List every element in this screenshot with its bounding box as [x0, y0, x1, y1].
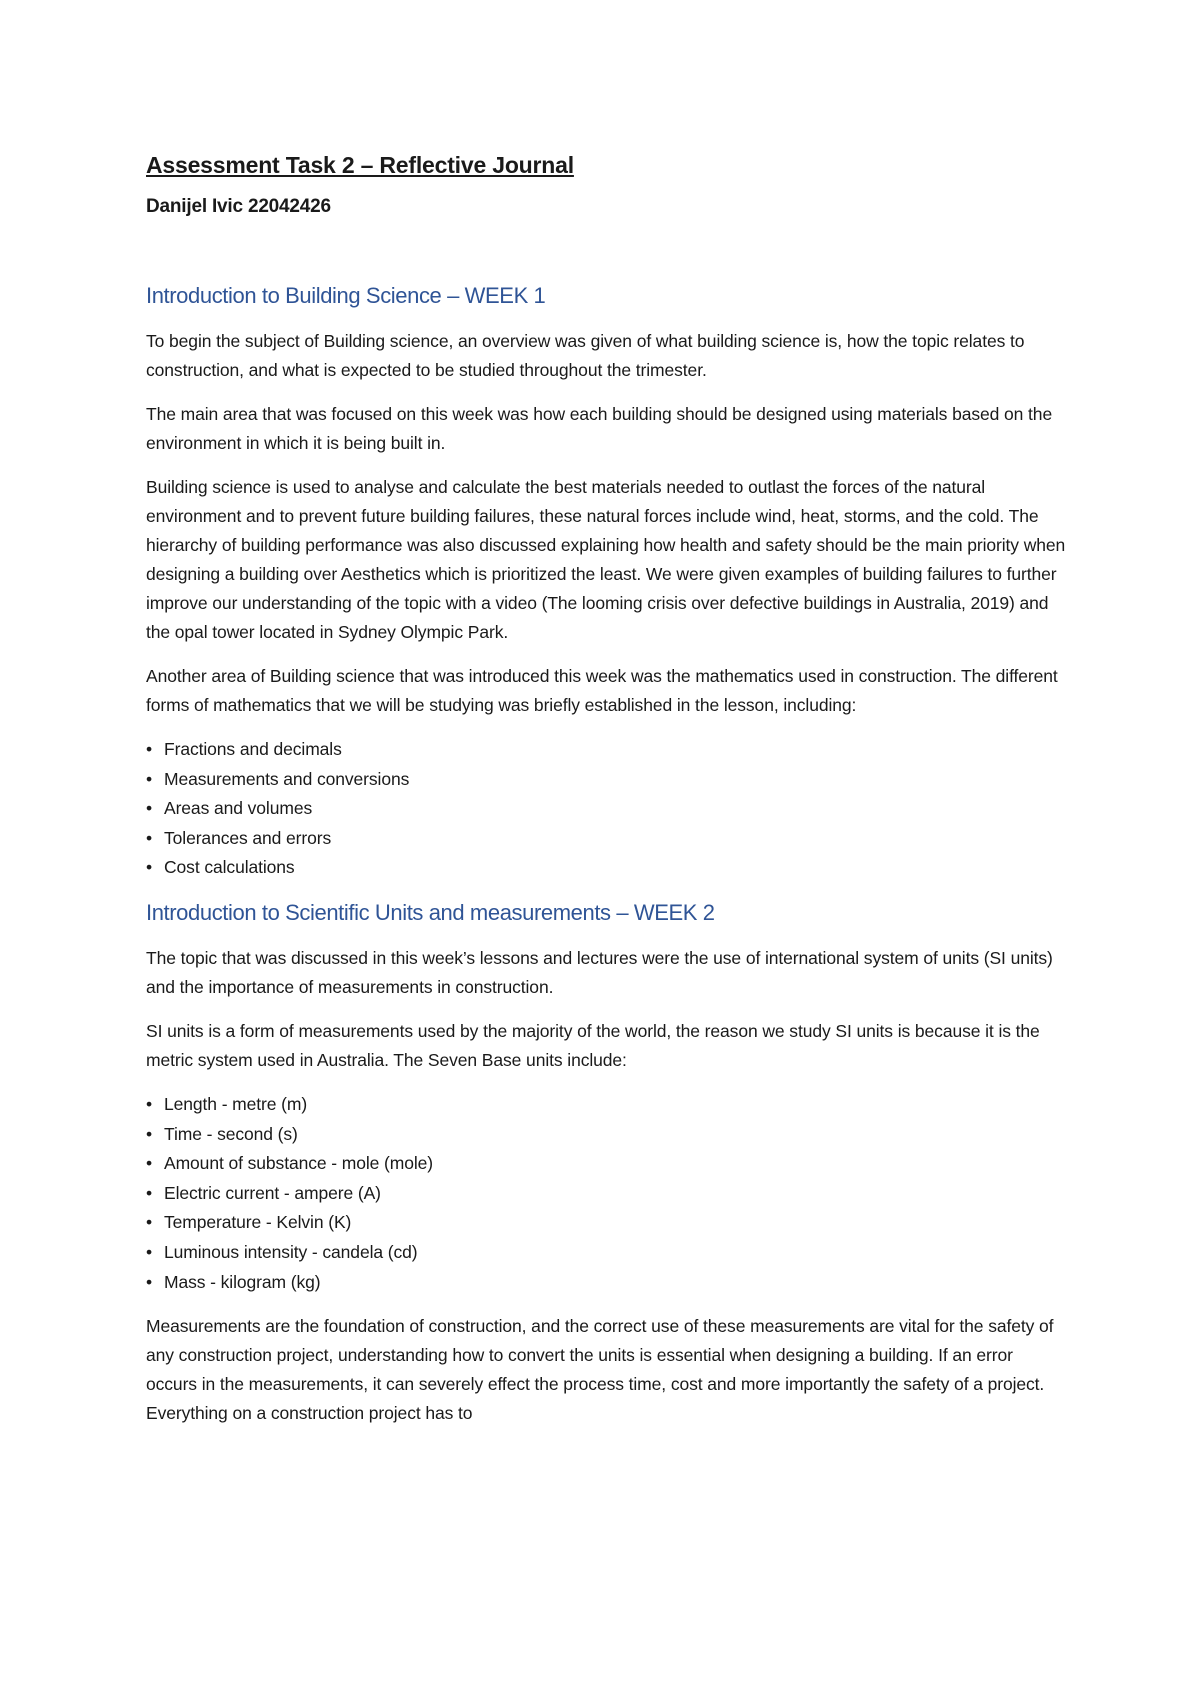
paragraph: SI units is a form of measurements used by the majority of the world, the reason we study SI units is because it is the metric system used in Australia. The Seven Base units include: — [146, 1020, 1040, 1070]
list-item: • Luminous intensity - candela (cd) — [146, 1238, 1066, 1268]
list-item: • Areas and volumes — [146, 794, 1066, 824]
paragraph: Another area of Building science that was introduced this week was the mathematics used in construction. The different forms of mathematics that we will be studying was briefly established in the lesson, including: — [146, 666, 1058, 715]
list-item: • Measurements and conversions — [146, 765, 1066, 795]
bullet-icon: • — [146, 1153, 153, 1174]
maths-topics-list — [146, 735, 1066, 883]
bullet-icon: • — [146, 1271, 153, 1292]
document-page — [146, 148, 1066, 1428]
paragraph: Measurements are the foundation of construction, and the correct use of these measurements are vital for the safety of any construction project, understanding how to convert the units is essential when designing a building. If an error occurs in the measurements, it can severely effect the process time, cost and more importantly the safety of a project. Everything on a construction project has to — [146, 1316, 1054, 1424]
paragraph: Building science is used to analyse and calculate the best materials needed to outlast the forces of the natural environment and to prevent future building failures, these natural forces include wind, heat, storms, and the cold. The hierarchy of building performance was also discussed explaining how health and safety should be the main priority when designing a building over Aesthetics which is prioritized the least. We were given examples of building failures to further improve our understanding of the topic with a video (The looming crisis over defective buildings in Australia, 2019) and the opal tower located in Sydney Olympic Park. — [146, 477, 1066, 642]
paragraph: To begin the subject of Building science, an overview was given of what building science is, how the topic relates to construction, and what is expected to be studied throughout the trimester. — [146, 331, 1025, 380]
bullet-icon: • — [146, 1241, 153, 1262]
bullet-icon: • — [146, 1212, 153, 1233]
bullet-icon: • — [146, 1093, 153, 1114]
bullet-icon: • — [146, 857, 153, 878]
list-item: • Tolerances and errors — [146, 824, 1066, 854]
list-item: • Time - second (s) — [146, 1120, 1066, 1150]
list-item: • Electric current - ampere (A) — [146, 1179, 1066, 1209]
paragraph: The topic that was discussed in this week’s lessons and lectures were the use of international system of units (SI units) and the importance of measurements in construction. — [146, 947, 1053, 997]
list-item: • Cost calculations — [146, 853, 1066, 883]
list-item: • Temperature - Kelvin (K) — [146, 1208, 1066, 1238]
bullet-icon: • — [146, 798, 153, 819]
list-item: • Length - metre (m) — [146, 1090, 1066, 1120]
paragraph: The main area that was focused on this week was how each building should be designed using materials based on the environment in which it is being built in. — [146, 404, 1053, 453]
author-line: Danijel Ivic 22042426 — [146, 196, 331, 217]
document-title: Assessment Task 2 – Reflective Journal — [146, 152, 574, 178]
section-heading-week-2: Introduction to Scientific Units and measurements – WEEK 2 — [146, 899, 715, 925]
bullet-icon: • — [146, 1182, 153, 1203]
si-base-units-list — [146, 1090, 1066, 1297]
bullet-icon: • — [146, 768, 153, 789]
bullet-icon: • — [146, 739, 153, 759]
bullet-icon: • — [146, 827, 153, 848]
bullet-icon: • — [146, 1123, 153, 1144]
list-item: • Fractions and decimals — [146, 735, 1066, 765]
list-item: • Mass - kilogram (kg) — [146, 1268, 1066, 1298]
list-item: • Amount of substance - mole (mole) — [146, 1149, 1066, 1179]
section-heading-week-1: Introduction to Building Science – WEEK 1 — [146, 283, 546, 308]
